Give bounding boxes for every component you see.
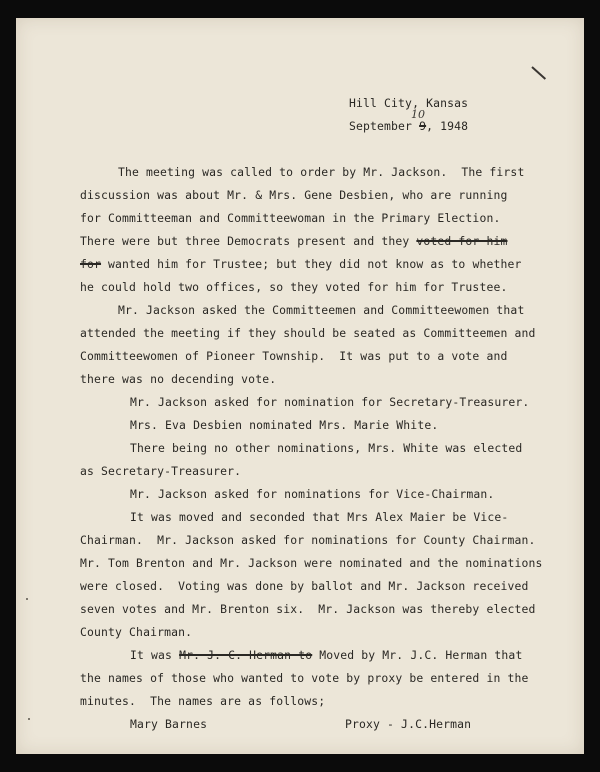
body-line-17: Chairman. Mr. Jackson asked for nominations for County Chairman. bbox=[80, 533, 536, 547]
body-line-15: Mr. Jackson asked for nominations for Vice-Chairman. bbox=[130, 487, 495, 501]
body-line-21: County Chairman. bbox=[80, 625, 193, 639]
body-line-3: for Committeeman and Committeewoman in the Primary Election. bbox=[80, 211, 501, 225]
paper-speck bbox=[26, 598, 28, 600]
struck-text: for bbox=[80, 257, 102, 271]
body-line-12: Mrs. Eva Desbien nominated Mrs. Marie White. bbox=[130, 418, 439, 432]
paper-speck bbox=[28, 718, 30, 720]
date-prefix: September bbox=[349, 119, 420, 133]
body-line-14: as Secretary-Treasurer. bbox=[80, 464, 242, 478]
body-line-16: It was moved and seconded that Mrs Alex Maier be Vice- bbox=[130, 510, 509, 524]
body-line-13: There being no other nominations, Mrs. White was elected bbox=[130, 441, 523, 455]
typed-document-page bbox=[16, 18, 584, 754]
struck-text: voted for him bbox=[416, 234, 508, 248]
body-line-18: Mr. Tom Brenton and Mr. Jackson were nominated and the nominations bbox=[80, 556, 543, 570]
proxy-holder: Proxy - J.C.Herman bbox=[345, 717, 472, 731]
body-line-23: the names of those who wanted to vote by proxy be entered in the bbox=[80, 671, 529, 685]
body-line-22: It was Mr. J. C. Herman to Moved by Mr. J.C. Herman that bbox=[130, 648, 523, 662]
body-line-9: Committeewomen of Pioneer Township. It was put to a vote and bbox=[80, 349, 508, 363]
body-line-4: There were but three Democrats present and they voted for him bbox=[80, 234, 508, 248]
struck-text: Mr. J. C. Herman to bbox=[179, 648, 313, 662]
body-line-20: seven votes and Mr. Brenton six. Mr. Jackson was thereby elected bbox=[80, 602, 536, 616]
pen-mark bbox=[531, 66, 546, 80]
body-line-8: attended the meeting if they should be seated as Committeemen and bbox=[80, 326, 536, 340]
body-line-19: were closed. Voting was done by ballot and Mr. Jackson received bbox=[80, 579, 529, 593]
date-handwritten-day: 10 bbox=[411, 108, 425, 121]
proxy-voter-name: Mary Barnes bbox=[130, 717, 208, 731]
body-line-6: he could hold two offices, so they voted for him for Trustee. bbox=[80, 280, 508, 294]
place-line: Hill City, Kansas bbox=[349, 96, 469, 110]
body-line-1: The meeting was called to order by Mr. Jackson. The first bbox=[118, 165, 525, 179]
body-line-24: minutes. The names are as follows; bbox=[80, 694, 326, 708]
body-line-10: there was no decending vote. bbox=[80, 372, 277, 386]
body-line-5: for wanted him for Trustee; but they did not know as to whether bbox=[80, 257, 522, 271]
date-suffix: , 1948 bbox=[426, 119, 469, 133]
body-line-11: Mr. Jackson asked for nomination for Secretary-Treasurer. bbox=[130, 395, 530, 409]
date-line bbox=[349, 119, 468, 133]
date-struck-day: 9 bbox=[419, 119, 427, 133]
body-line-7: Mr. Jackson asked the Committeemen and Committeewomen that bbox=[118, 303, 525, 317]
body-line-2: discussion was about Mr. & Mrs. Gene Desbien, who are running bbox=[80, 188, 508, 202]
